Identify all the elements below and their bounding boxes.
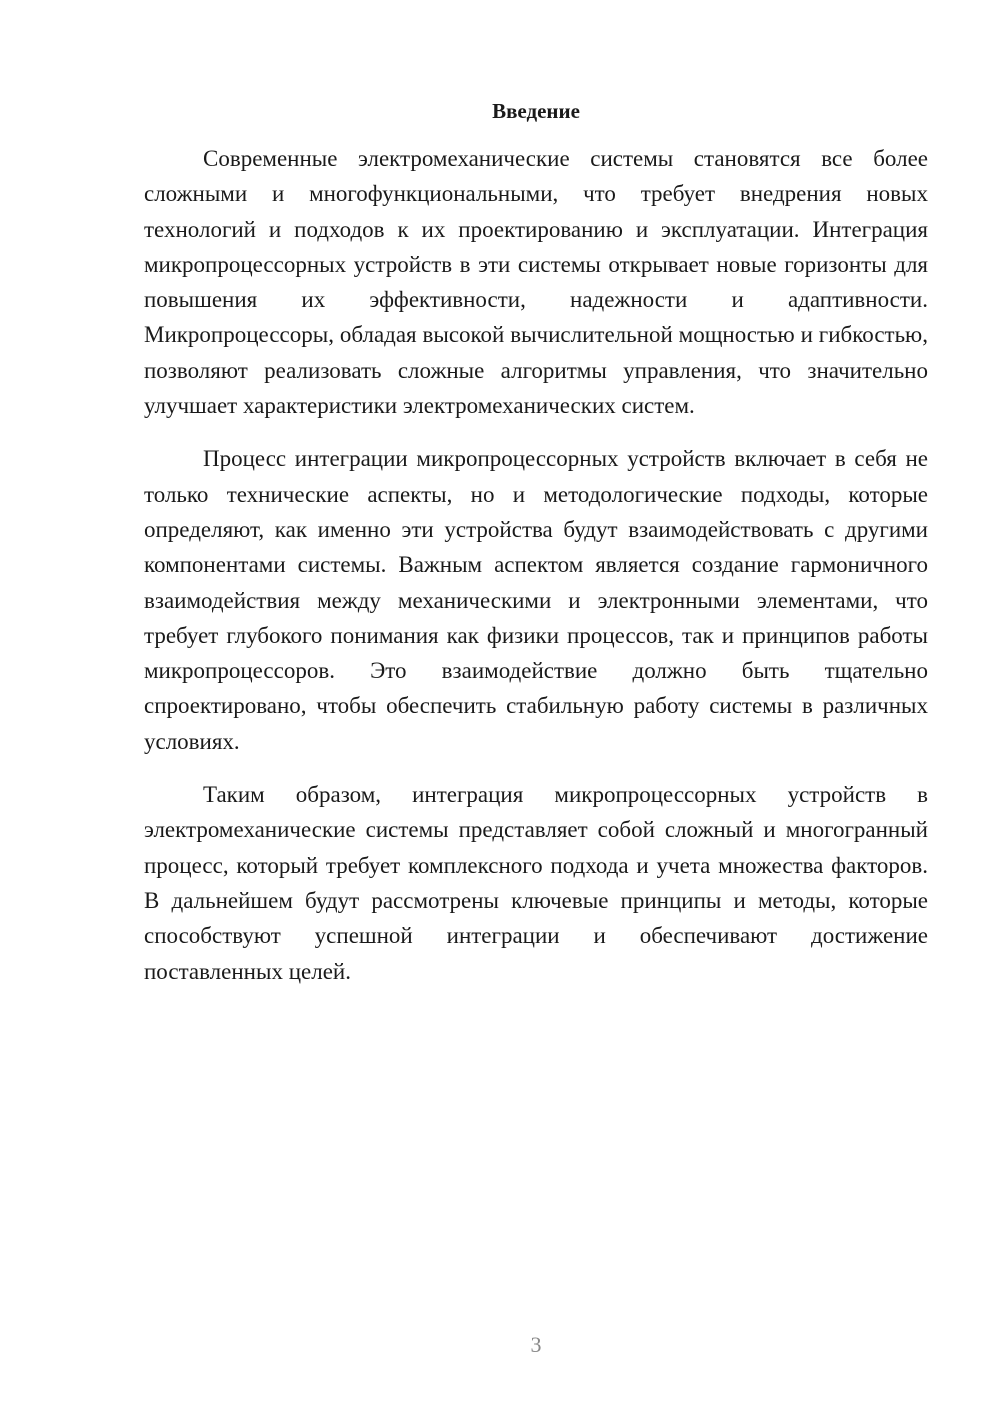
body-text: [144, 141, 928, 1007]
page-title: Введение: [492, 99, 580, 123]
page-number: 3: [530, 1332, 542, 1357]
paragraph-3: Таким образом, интеграция микропроцессорных устройств в электромеханические системы представляет собой сложный и многогранный процесс, который требует комплексного подхода и учета множества факторов. В дальнейшем будут рассмотрены ключевые принципы и методы, которые способствуют успешной интеграции и обеспечивают достижение поставленных целей.: [144, 782, 928, 984]
paragraph-2: Процесс интеграции микропроцессорных устройств включает в себя не только технические аспекты, но и методологические подходы, которые определяют, как именно эти устройства будут взаимодействовать с другими компонентами системы. Важным аспектом является создание гармоничного взаимодействия между механическими и электронными элементами, что требует глубокого понимания как физики процессов, так и принципов работы микропроцессоров. Это взаимодействие должно быть тщательно спроектировано, чтобы обеспечить стабильную работу системы в различных условиях.: [144, 446, 928, 754]
paragraph-1: Современные электромеханические системы становятся все более сложными и многофункциональными, что требует внедрения новых технологий и подходов к их проектированию и эксплуатации. Интеграция микропроцессорных устройств в эти системы открывает новые горизонты для повышения их эффективности, надежности и адаптивности. Микропроцессоры, обладая высокой вычислительной мощностью и гибкостью, позволяют реализовать сложные алгоритмы управления, что значительно улучшает характеристики электромеханических систем.: [144, 146, 928, 419]
